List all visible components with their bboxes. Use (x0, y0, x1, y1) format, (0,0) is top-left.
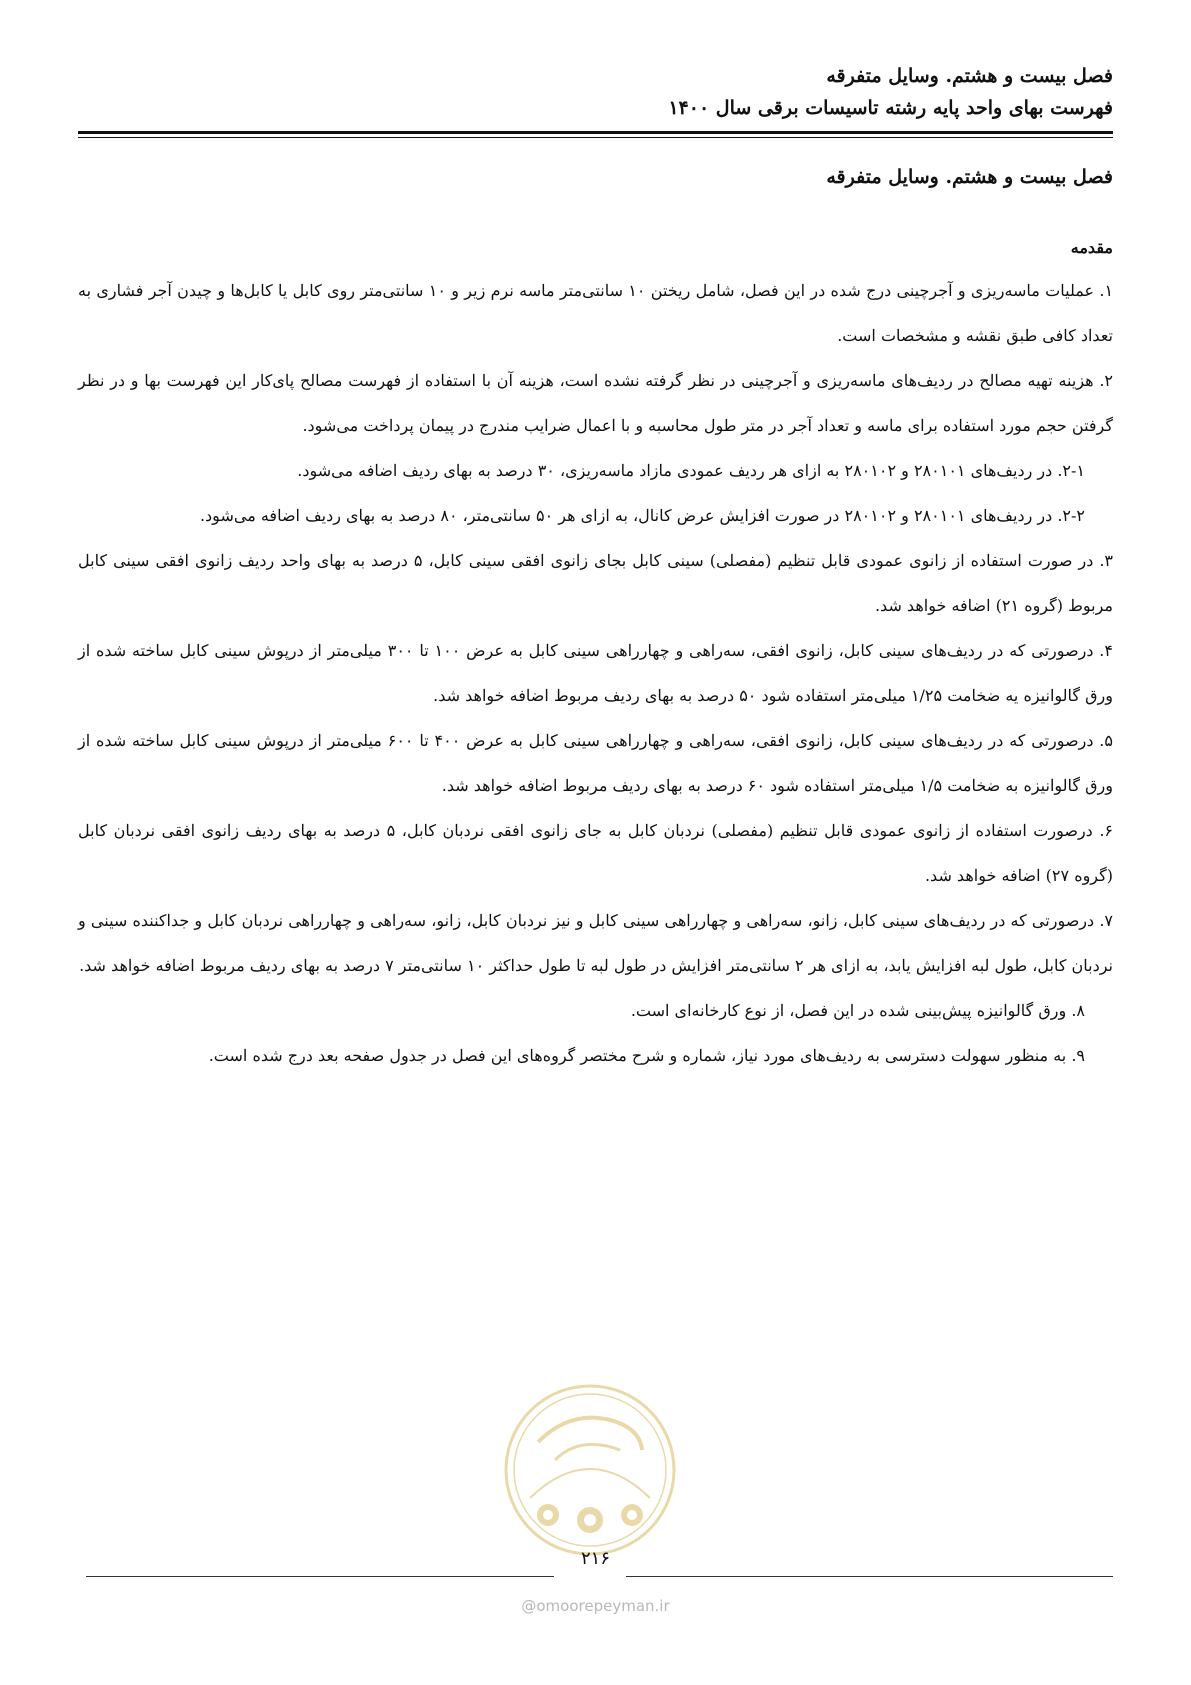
paragraph-2: ۲. هزینه تهیه مصالح در ردیف‌های ماسه‌ریزی و آجرچینی در نظر گرفته نشده است، هزینه آن با استفاده از فهرست مصالح پای‌کار این فهرست بها و در نظر گرفتن حجم مورد استفاده برای ماسه و تعداد آجر در متر طول محاسبه و با اعمال ضرایب مندرج در پیمان پرداخت می‌شود. (78, 371, 1113, 435)
header-divider-thin (78, 137, 1113, 138)
body-text (78, 268, 1113, 1078)
chapter-heading: فصل بیست و هشتم. وسایل متفرقه (826, 166, 1113, 188)
paragraph-2-2: ۲-۲. در ردیف‌های ۲۸۰۱۰۱ و ۲۸۰۱۰۲ در صورت افزایش عرض کانال، به ازای هر ۵۰ سانتی‌متر، ۸۰ درصد به بهای ردیف اضافه می‌شود. (199, 506, 1085, 525)
watermark-seal-icon (500, 1380, 680, 1560)
running-header (78, 60, 1113, 124)
footer-divider-left (86, 1576, 554, 1577)
paragraph-5: ۵. درصورتی که در ردیف‌های سینی کابل، زانوی افقی، سه‌راهی و چهارراهی سینی کابل به عرض ۴۰۰ تا ۶۰۰ میلی‌متر از درپوش سینی کابل ساخته شده از ورق گالوانیزه به ضخامت ۱/۵ میلی‌متر استفاده شود ۶۰ درصد به بهای ردیف مربوط اضافه خواهد شد. (78, 731, 1113, 795)
paragraph-3: ۳. در صورت استفاده از زانوی عمودی قابل تنظیم (مفصلی) سینی کابل بجای زانوی افقی سینی کابل، ۵ درصد به بهای واحد ردیف زانوی افقی سینی کابل مربوط (گروه ۲۱) اضافه خواهد شد. (78, 551, 1114, 615)
paragraph-1: ۱. عملیات ماسه‌ریزی و آجرچینی درج شده در این فصل، شامل ریختن ۱۰ سانتی‌متر ماسه نرم زیر و ۱۰ سانتی‌متر روی کابل یا کابل‌ها و چیدن آجر فشاری به تعداد کافی طبق نقشه و مشخصات است. (78, 281, 1114, 345)
footer-divider-right (626, 1576, 1113, 1577)
paragraph-2-1: ۲-۱. در ردیف‌های ۲۸۰۱۰۱ و ۲۸۰۱۰۲ به ازای هر ردیف عمودی مازاد ماسه‌ریزی، ۳۰ درصد به بهای ردیف اضافه می‌شود. (297, 461, 1085, 480)
header-chapter-title: فصل بیست و هشتم. وسایل متفرقه (826, 65, 1113, 87)
section-heading-introduction: مقدمه (1070, 238, 1113, 257)
page-number: ۲۱۶ (580, 1548, 610, 1569)
paragraph-9: ۹. به منظور سهولت دسترسی به ردیف‌های مورد نیاز، شماره و شرح مختصر گروه‌های این فصل در جدول صفحه بعد درج شده است. (208, 1046, 1085, 1065)
paragraph-6: ۶. درصورت استفاده از زانوی عمودی قابل تنظیم (مفصلی) نردبان کابل به جای زانوی افقی نردبان کابل، ۵ درصد به بهای ردیف زانوی افقی نردبان کابل (گروه ۲۷) اضافه خواهد شد. (78, 821, 1114, 885)
header-divider-thick (78, 131, 1113, 134)
paragraph-4: ۴. درصورتی که در ردیف‌های سینی کابل، زانوی افقی، سه‌راهی و چهارراهی سینی کابل به عرض ۱۰۰ تا ۳۰۰ میلی‌متر از درپوش سینی کابل ساخته شده از ورق گالوانیزه یه ضخامت ۱/۲۵ میلی‌متر استفاده شود ۵۰ درصد به بهای ردیف مربوط اضافه خواهد شد. (78, 641, 1113, 705)
watermark-url: @omoorepeyman.ir (521, 1597, 670, 1615)
header-document-title: فهرست بهای واحد پایه رشته تاسیسات برقی سال ۱۴۰۰ (668, 97, 1113, 119)
paragraph-8: ۸. ورق گالوانیزه پیش‌بینی شده در این فصل، از نوع کارخانه‌ای است. (630, 1001, 1085, 1020)
paragraph-7: ۷. درصورتی که در ردیف‌های سینی کابل، زانو، سه‌راهی و چهارراهی سینی کابل و نیز نردبان کابل، زانو، سه‌راهی و چهارراهی نردبان کابل و جداکننده سینی و نردبان کابل، طول لبه افزایش یابد، به ازای هر ۲ سانتی‌متر افزایش در طول لبه تا طول حداکثر ۱۰ سانتی‌متر ۷ درصد به بهای ردیف مربوط اضافه خواهد شد. (78, 911, 1114, 975)
